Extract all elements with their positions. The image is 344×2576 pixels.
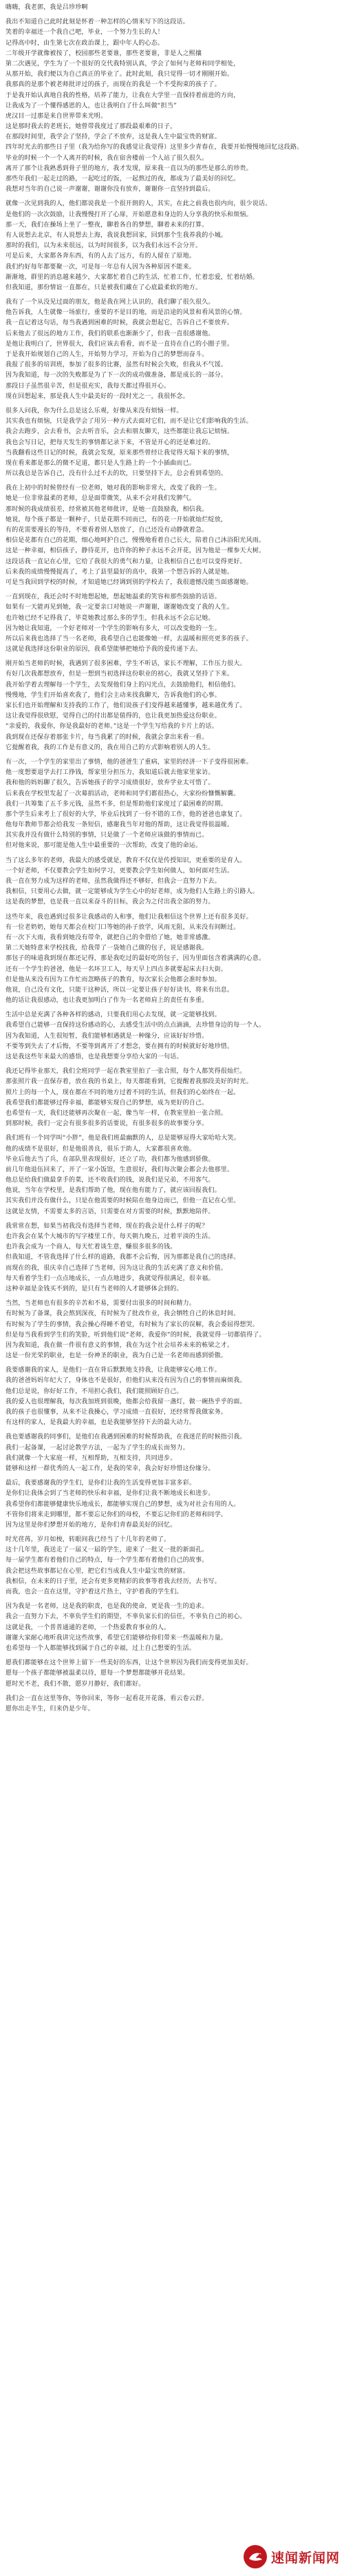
article-line: 这是那时我去的老班长，她曾带我度过了那段最艰难的日子， xyxy=(6,123,177,131)
article-line: 在那段时间里，我学会了坚持，学会了不放弃，这是我人生中最宝贵的财富。 xyxy=(6,134,221,141)
article-line: 慢慢地，学生们开始喜欢我了，他们会主动来找我聊天，告诉我他们的心事。 xyxy=(6,691,221,699)
article-line: 有的花需要漫长的等待，不要看着别人怒放了，自己还没有动静就着急。 xyxy=(6,527,208,534)
article-line: 我常常在想，如果当初我没有选择当老师，现在的我会是什么样子的呢？ xyxy=(6,1222,208,1230)
article-line: 他说，自己没有文化，只能干这种活，所以一定要让孩子好好读书，将来有出息。 xyxy=(6,986,234,994)
article-line: 也许她已经不记得我了，毕竟她教过那么多的学生，但我永远不会忘记她。 xyxy=(6,614,215,622)
article-line: 可是当我回到学校的时候，才知道她已经调到别的学校去了，我很遗憾没能当面感谢她。 xyxy=(6,578,252,586)
article-line: 那包子的味道我到现在都还记得，那是我吃过的最好吃的包子，因为里面包含着满满的心意。 xyxy=(6,955,266,963)
article-line: 他们总是说，你好好工作，不用担心我们，我们能照顾好自己。 xyxy=(6,1388,183,1395)
article-line: 他告诉我，人生就像一场旅行，重要的不是目的地，而是沿途的风景和看风景的心情。 xyxy=(6,309,246,317)
article-line: 有人说想去北京，有人说想去上海，我说我想回家，回到那个生我养我的小城。 xyxy=(6,231,228,239)
article-line: 于是我开始认真地自我的性格，培养了能力，让我在大学里一直保持着前进的方向， xyxy=(6,92,240,99)
article-line: 这是一种幸福，相信孩子，静待花开，也许你的种子永远不会开花，因为他是一棵参天大树。 xyxy=(6,547,266,555)
article-line: 虎汉目一过那是来自世界带来光明。 xyxy=(6,112,107,120)
article-line: 刚开始当老师的时候，我遇到了很多困难，学生不听话，家长不理解，工作压力很大。 xyxy=(6,660,246,668)
article-line: 而我，也会一直在这里，守护着这片热土，守护着我的学生们。 xyxy=(6,1589,183,1595)
article-line: 毕业后他去当了兵，在部队里表现很好，还立了功，我们都为他感到骄傲。 xyxy=(6,1155,215,1163)
article-line: 我会一直努力下去，不辜负学生们的期望，不辜负家长们的信任，不辜负自己的初心。 xyxy=(6,1613,246,1621)
article-line: 能够和这样一群优秀的人一起工作，是我的荣幸，我会好好珍惜这份缘分。 xyxy=(6,1465,215,1472)
article-line: 我希望我们都能够过得幸福，都能够实现自己的梦想，成为更好的自己。 xyxy=(6,1099,208,1107)
article-line: 他一度想要退学去打工挣钱，帮家里分担压力，我知道后就去他家里家访。 xyxy=(6,769,215,777)
article-line: 我和他的妈妈聊了很久，告诉她孩子的学习成绩很好，放弃学业太可惜了。 xyxy=(6,779,215,787)
article-line: 它提醒着我，我的工作是有意义的，我在用自己的方式影响着别人的人生。 xyxy=(6,744,215,751)
article-line: 愿时光不老，我们不散，愿岁月静好，我们都好。 xyxy=(6,1680,145,1688)
article-line: 也希望有一天，我们还能够再次聚在一起，像当年一样，在教室里拍一张合照。 xyxy=(6,1109,228,1117)
article-line: 那个学生后来考上了很好的大学，毕业后找到了一份不错的工作，他的爸爸也康复了。 xyxy=(6,810,246,818)
article-line: 愿每一个孩子都能够被温柔以待，愿每一个梦想都能够开花结果。 xyxy=(6,1670,189,1677)
article-line: 那时候的我成绩很差，经常被其他老师批评，是她一直鼓励我，相信我。 xyxy=(6,505,208,513)
article-line: 从那开始，我们便以为自己真正的毕业了。此时此刻，我只觉得一切才刚刚开始。 xyxy=(6,71,234,78)
article-line: 我出不知道自己此时此刻是怀着一种怎样的心情来写下的这段话。 xyxy=(6,19,189,26)
article-line: 因为我知道，每一次的失败都是为了下一次的成功做准备，都是成长的一部分。 xyxy=(6,372,228,379)
article-line: 也许我会在某个大城市的写字楼里工作，每天朝九晚五，过着平淡的生活。 xyxy=(6,1233,215,1240)
article-line: 后来我的成绩慢慢提高了，考上了县里最好的高中，我第一个想告诉的人就是她。 xyxy=(6,568,234,576)
article-line: 因为她让我知道，一个好老师对一个学生的影响有多大，可以改变他的一生。 xyxy=(6,625,221,632)
article-line: 我一直在努力成为这样的老师，虽然我做得还不够好，但我会一直努力下去。 xyxy=(6,878,221,885)
article-line: 她是一位非常温柔的老师，总是面带微笑，从来不会对我们发脾气。 xyxy=(6,495,196,503)
article-line: 离开了那个让我熟悉到骨子里的地方，我才发现，原来我一直以为的那些是那么的珍贵。 xyxy=(6,165,252,172)
article-line: 他每年教师节都会给我发一条短信，感谢我当年对他的帮助，这让我觉得很温暖。 xyxy=(6,821,234,829)
article-line: 我们一共筹集了五千多元钱，虽然不多，但是帮助他们家度过了最困难的时期。 xyxy=(6,800,228,808)
article-line: 他总是给我们做最拿手的菜，还不收我们的钱，说我们是兄弟，不用客气。 xyxy=(6,1177,215,1184)
article-line: 我想对当年的自己说一声谢谢，谢谢你没有放弃，谢谢你一直坚持到最后。 xyxy=(6,186,215,193)
article-line: 我到现在还保存着那张卡片，每当我累了的时候，我就会拿出来看一看。 xyxy=(6,733,208,741)
article-line: 也许我会成为一个商人，每天忙着谈生意，赚很多很多的钱。 xyxy=(6,1244,177,1251)
article-line: 家长们也开始理解和支持我的工作了，他们说孩子们变得越来越懂事，越来越优秀了。 xyxy=(6,702,246,709)
article-line: 第二次遇见，学生为了一个很好的交代我特别认真，学会了如何与老师和同学相处， xyxy=(6,60,240,67)
article-line: 照片上的每一个人，现在都在不同的地方过着不同的生活，但我们的心始终在一起。 xyxy=(6,1089,240,1096)
article-line: 很多人问我，你为什么总是这么乐观，好像从来没有烦恼一样。 xyxy=(6,407,183,415)
article-line: 当我翻看这些日记的时候，我就会发现，原来那些曾经让我觉得天塌下来的事情， xyxy=(6,449,234,457)
article-line: 我要感谢我的家人，是他们一直在背后默默地支持我，让我能够安心地工作。 xyxy=(6,1367,221,1374)
article-line: 是他让我明白了，世界很大，我们应该去看看，而不是一直待在自己的小圈子里。 xyxy=(6,340,234,348)
article-line: 有一次下大雨，我看到她没有带伞，就把自己的伞借给了她，她非常感激。 xyxy=(6,934,215,941)
article-line: 我报了很多的培训班，参加了很多的比赛，虽然有时候会失败，但我从不气馁。 xyxy=(6,362,228,369)
article-line: 我那真的是那个被老师批评过的孩子，而现在的我是一个不受拘束的孩子了。 xyxy=(6,81,221,89)
article-line: 笑着的幸福还一个我自己吧，毕业，一个努力生长的人！ xyxy=(6,29,164,36)
article-line: 那张照片我一直保存着，放在我的书桌上，每天都能看到，它提醒着我那段美好的时光。 xyxy=(6,1078,252,1086)
article-line: 相信是花都有自己的花期，细心地呵护自己，慢慢地看着自己长大，陪着自己沐浴阳光风雨。 xyxy=(6,537,266,545)
article-line: 如果有一天能再见到她，我一定要亲口对她说一声谢谢，谢谢她改变了我的人生。 xyxy=(6,604,234,611)
article-line: 现在回想起来，那是我人生中最美好的一段时光之一，我很怀念。 xyxy=(6,392,189,400)
article-line: 毕业的时候一个一个人离开的时候，我在宿舍楼前一个人站了很久很久。 xyxy=(6,154,208,162)
article-line: 其实我并没有做什么特别的事情，只是做了一个老师应该做的事情而已。 xyxy=(6,832,208,839)
watermark-text: 速闻新闻网 xyxy=(270,2550,340,2566)
article-line: 这段话我一直记在心里，它给了我很大的勇气和力量，让我相信自己也可以变得更好。 xyxy=(6,558,246,565)
article-line: 我在上初中的时候曾经有一位老师，她对我的影响非常大，改变了我的一生。 xyxy=(6,485,221,492)
article-line: 可是后来，大家都各奔东西，有的人去了远方，有的人留在了原地。 xyxy=(6,253,196,260)
article-line: 第二天她特意来学校找我，给我带了一袋她自己做的包子，说是感谢我。 xyxy=(6,945,208,952)
article-line: 是你们让我体会到了当老师的快乐和幸福，是你们让我不断地成长和进步。 xyxy=(6,1490,215,1498)
article-line: 也希望每一个人都能够找到属于自己的幸福，过上自己想要的生活。 xyxy=(6,1644,196,1652)
article-line: “亲爱的，我爱你，你是我最好的老师。”这是一个学生写给我的卡片上的话。 xyxy=(6,723,218,731)
article-line: 我们约好每年都要聚一次，可是每一年总有人因为各种原因不能来。 xyxy=(6,263,196,271)
article-line: 所以后来我也选择了当一名老师，我希望自己也能像她一样，去温暖和照亮更多的孩子。 xyxy=(6,635,252,642)
article-line: 其实我也有烦恼，只是我学会了用另一种方式去面对它们，而不是让它们影响我的生活。 xyxy=(6,418,252,426)
article-line: 我一直记着这句话，每当我遇到困难的时候，我就会想起它，告诉自己不要放弃。 xyxy=(6,320,234,327)
article-line: 渐渐地，群里的消息越来越少，大家都忙着自己的生活，忙着工作，忙着恋爱，忙着结婚。 xyxy=(6,273,259,281)
article-line: 生活中总是充满了各种各样的感动，只要我们用心去发现，就一定能够找到。 xyxy=(6,1012,221,1019)
article-line: 他的成绩不是很好，但是他很善良，很乐于助人，大家都很喜欢他。 xyxy=(6,1145,196,1153)
article-line: 而现在的我，很庆幸自己选择了当老师，因为这让我的生活充满了意义和价值。 xyxy=(6,1264,228,1272)
article-line: 让我成为了一个懂得感恩的人，也让我明白了什么叫做“担当” xyxy=(6,102,177,109)
article-line: 其实我们并没有做什么，只是在他需要的时候陪在他身边而已，但他一直记在心里。 xyxy=(6,1197,240,1205)
article-line: 有这样的家人，是我最大的幸福，也是我能够坚持下去的最大动力。 xyxy=(6,1419,196,1427)
article-line: 我相信，在未来的日子里，还会有更多更精彩的故事等着我去经历，去书写。 xyxy=(6,1578,221,1585)
article-line: 我有了一个从没见过面的朋友，他是我在网上认识的，我们聊了很久很久。 xyxy=(6,299,215,306)
article-greeting: 嗨嗨，我老郭，我是吕珍珍啊 xyxy=(6,4,88,11)
article-line: 那些年我们一起走过的路，一起吃过的饭，一起熬过的夜，都成为了最美好的回忆。 xyxy=(6,176,240,182)
article-line: 谢谢大家耐心地听我讲完这些故事，希望它们能够给你们带来一些温暖和力量。 xyxy=(6,1634,228,1642)
article-line: 愿我们都能够在这个世界上留下一些美好的东西，让这个世界因为我们而变得更加美好。 xyxy=(6,1659,252,1667)
article-line: 所以我总是告诉自己，没有什么过不去的坎，只要坚持下去，总会看到希望的。 xyxy=(6,470,228,478)
article-line: 这种幸福是金钱买不到的，是只有当老师的人才能够体会到的。 xyxy=(6,1285,183,1292)
article-line: 我会把这些故事都记在心里，把它们当成我人生中最宝贵的财富。 xyxy=(6,1567,189,1575)
article-line: 我开始学着去理解每一个学生，去发现他们身上的闪光点，去鼓励他们，相信他们。 xyxy=(6,681,240,689)
article-line: 这些年来，我也遇到过很多让我感动的人和事，他们让我相信这个世界上还有很多美好。 xyxy=(6,913,252,921)
article-line: 我们会一直在这里等你，等你回来，等你一起看花开花落，看云卷云舒。 xyxy=(6,1695,208,1702)
article-line: 一直到现在，我还会时不时地想起她，想起她温柔的笑容和那些鼓励的话语。 xyxy=(6,594,221,601)
article-line: 我的爱人也很理解我，每次我加班到很晚，他都会给我留一盏灯，做一碗热乎乎的面。 xyxy=(6,1398,246,1405)
article-line: 我相信，只要用心去做，就一定能够成为学生心中的好老师，成为他们人生路上的引路人。 xyxy=(6,888,259,896)
article-line: 因为我是一名老师，这是我的职责，也是我的使命，更是我一生的追求。 xyxy=(6,1603,208,1611)
article-line: 他说，当年在学校里，是我们帮助了他，现在他有能力了，就应该回报我们。 xyxy=(6,1187,221,1195)
article-line: 有好几次我都想放弃，但是一想到当初选择这份职业的初心，我就又坚持了下来。 xyxy=(6,671,234,678)
article-line: 因为我知道，我在做一件很有意义的事情，我在为这个社会培养未来的栋梁之才。 xyxy=(6,1341,234,1349)
article-line: 就像一次见到我的人，他们都说我是一个很开朗的人，其实，在此之前我也很内向，很少说话。 xyxy=(6,200,272,208)
bird-logo-icon xyxy=(244,2545,267,2568)
article-line: 这十几年里，我送走了一届又一届的学生，迎来了一批又一批的新面孔。 xyxy=(6,1547,208,1554)
article-line: 但是他从来没有因为工作忙而忽略孩子的教育，每次家长会他都会准时参加。 xyxy=(6,976,221,983)
article-line: 那一天，我们在操场上坐了一整夜，聊着各自的梦想，聊着未来的打算。 xyxy=(6,221,208,229)
article-line: 我的孩子也很懂事，从来不让我操心，学习成绩一直很好，还经常帮我做家务。 xyxy=(6,1409,228,1416)
article-line: 这是我的梦想，也是我一直以来奋斗的目标，我会为之付出我全部的努力。 xyxy=(6,899,215,906)
article-line: 是他们的一次次鼓励，让我慢慢打开了心扉，开始愿意和身边的人分享我的快乐和烦恼。 xyxy=(6,211,252,218)
article-line: 但对他来说，那可能是他人生中最重要的一次帮助，改变了他的命运。 xyxy=(6,842,202,850)
article-line: 我也要感谢我的同事们，是他们在我遇到困难的时候帮助我，在我迷茫的时候指引我。 xyxy=(6,1434,246,1441)
article-line: 有一次，一个学生的家里出了事情，他的爸爸生了重病，家里的经济一下子变得很困难。 xyxy=(6,758,252,766)
article-line: 我会去跑步，会去看书，会去听音乐，会去和朋友聊天，这些都能让我忘记烦恼。 xyxy=(6,428,234,436)
article-line: 记得高中时，由生第七次在政治课上，跟中年人的心态。 xyxy=(6,39,164,47)
bird-logo-icon-graphic xyxy=(246,2548,264,2566)
site-watermark xyxy=(244,2543,340,2570)
article-line: 于是我开始规划自己的人生，开始努力学习，开始为自己的梦想而奋斗。 xyxy=(6,351,208,358)
article-line: 这就是我，一个普普通通的老师，一个热爱教育事业的人。 xyxy=(6,1624,171,1631)
article-line: 我还记得毕业那天，我们全班同学一起在教室里拍了一张合照，每个人都笑得很灿烂。 xyxy=(6,1068,246,1076)
article-line: 一个好老师，不仅要教会学生如何学习，更要教会学生如何做人，如何面对生活。 xyxy=(6,867,234,875)
article-line: 最后，我要感谢我的学生们，是你们让我的生活变得更加丰富多彩。 xyxy=(6,1480,196,1487)
article-line: 到那时候，我们一定会有很多很多的话要说，有很多很多的故事要分享。 xyxy=(6,1120,208,1128)
article-line: 我们班有一个同学叫“小胖”，他是我们班最幽默的人，总是能够逗得大家哈哈大笑。 xyxy=(6,1135,240,1142)
article-line: 时光荏苒，岁月如梭，转眼间我已经当了十几年的老师了。 xyxy=(6,1536,171,1544)
article-line: 愿你出走半生，归来仍是少年。 xyxy=(6,1705,94,1713)
article-line: 但我知道，那份情谊一直都在，只是被我们藏在了心底最柔软的地方。 xyxy=(6,284,202,291)
article-line: 那时的我们，以为未来很远，以为时间很多，以为我们永远不会分开。 xyxy=(6,242,202,250)
article-line: 当然，当老师也有很多的辛苦和不易，需要付出很多的时间和精力。 xyxy=(6,1300,196,1308)
article-line: 这是一份光荣的职业，也是一份神圣的职业，我为自己是一名老师而感到骄傲。 xyxy=(6,1352,228,1360)
article-line: 我们就像一个大家庭一样，互相帮助，互相支持，共同进步。 xyxy=(6,1454,177,1462)
article-line: 我的爸爸妈妈年纪大了，身体也不是很好，但他们从来没有因为自己的事情而麻烦我。 xyxy=(6,1377,246,1385)
article-line: 但是每当我看到学生们的笑脸，听到他们说“老师，我爱你”的时候，我就觉得一切都值得了。 xyxy=(6,1331,266,1339)
article-line: 后来他去了很远的地方工作，我们的联系也渐渐少了，但我一直很感谢他。 xyxy=(6,330,215,337)
article-line: 我们一起备课，一起讨论教学方法，一起为了学生的成长而努力。 xyxy=(6,1444,189,1452)
article-line: 后来我在学校里发起了一次募捐活动，老师和同学们都很热心，大家纷纷慷慨解囊。 xyxy=(6,790,240,797)
article-line: 有时候为了学生的事情，我会操心得睡不着觉，有时候为了家长的误解，我会委屈得想哭。 xyxy=(6,1321,259,1328)
article-line: 我希望你们都能够健康快乐地成长，都能够实现自己的梦想，成为对社会有用的人。 xyxy=(6,1500,240,1508)
article-line: 四年时光去的那些日子里（我为给你写的我感觉让我觉得）这里多少青春在，我要开始慢慢地回忆这段路。 xyxy=(6,144,303,151)
article-line: 现在看来都是那么的微不足道，都只是人生路上的一个小插曲而已。 xyxy=(6,459,196,467)
article-line: 因为这里是你们梦想开始的地方，是你们青春最美好的回忆。 xyxy=(6,1521,177,1529)
article-line: 这让我觉得很欣慰，觉得自己的付出都是值得的，也让我更加热爱这份职业。 xyxy=(6,713,221,720)
article-line: 当了这么多年的老师，我最大的感受就是，教育不仅仅是传授知识，更重要的是育人。 xyxy=(6,857,246,864)
article-line: 他的话让我很感动，也让我更加明白了作为一名老师肩上的责任有多重。 xyxy=(6,997,208,1005)
article-line: 不管你们将来走到哪里，都不要忘记你们的母校，不要忘记你们的老师和同学。 xyxy=(6,1511,228,1518)
article-line: 每一届学生都有着他们自己的特点，每一个学生都有着他们自己的故事。 xyxy=(6,1557,208,1564)
article-line: 有一位老奶奶，她每天都会在校门口等她的孙子放学，风雨无阻，从来没有间断过。 xyxy=(6,923,240,931)
article-line: 我希望自己能够一直保持这份感动的心，去感受生活中的点点滴滴，去珍惜身边的每一个人。 xyxy=(6,1022,266,1029)
article-line: 还有一个学生的爸爸，他是一名环卫工人，每天早上四点多就要起床去扫大街。 xyxy=(6,965,228,973)
article-line: 那段日子虽然很辛苦，但是很充实，我每天都过得很开心。 xyxy=(6,382,171,390)
article-line: 有时候为了备课，我会熬到深夜，有时候为了批改作业，我会牺牲自己的休息时间。 xyxy=(6,1310,240,1318)
article-line: 这就是我选择这份职业的原因，我希望能够把她给予我的爱传递下去。 xyxy=(6,646,202,653)
article-line: 她说，每个孩子都是一颗种子，只是花期不同而已，有的花一开始就灿烂绽放， xyxy=(6,516,228,523)
article-line: 这就是友情，不需要太多的言语，只需要在对方需要的时候，默默地陪伴。 xyxy=(6,1208,215,1215)
article-line: 这是我这些年来最大的感悟，也是我想要分享给大家的一句话。 xyxy=(6,1054,183,1060)
article-line: 前几年他退伍回来了，开了一家小饭馆，生意很好，我们每次聚会都会去他那里。 xyxy=(6,1166,234,1173)
article-line: 每天看着学生们一点点地成长，一点点地进步，我就觉得很满足，很幸福。 xyxy=(6,1275,215,1282)
article-line: 我也会写日记，把每天发生的事情都记录下来，不管是开心的还是难过的。 xyxy=(6,439,215,446)
article-line: 二年级开学就像被按了，校园那些老要谁，那些老要谁，非是人之熙攘 xyxy=(6,50,202,57)
article-line: 但我知道，不管我选择了什么样的道路，我都不会后悔，因为那都是我自己的选择。 xyxy=(6,1254,240,1261)
article-line: 不要等到失去了才后悔，不要等到离开了才想念，要在拥有的时候就好好地珍惜。 xyxy=(6,1043,234,1050)
article-line: 因为我知道，人生很短暂，我们能够相遇就是一种缘分，应该好好珍惜。 xyxy=(6,1032,208,1040)
